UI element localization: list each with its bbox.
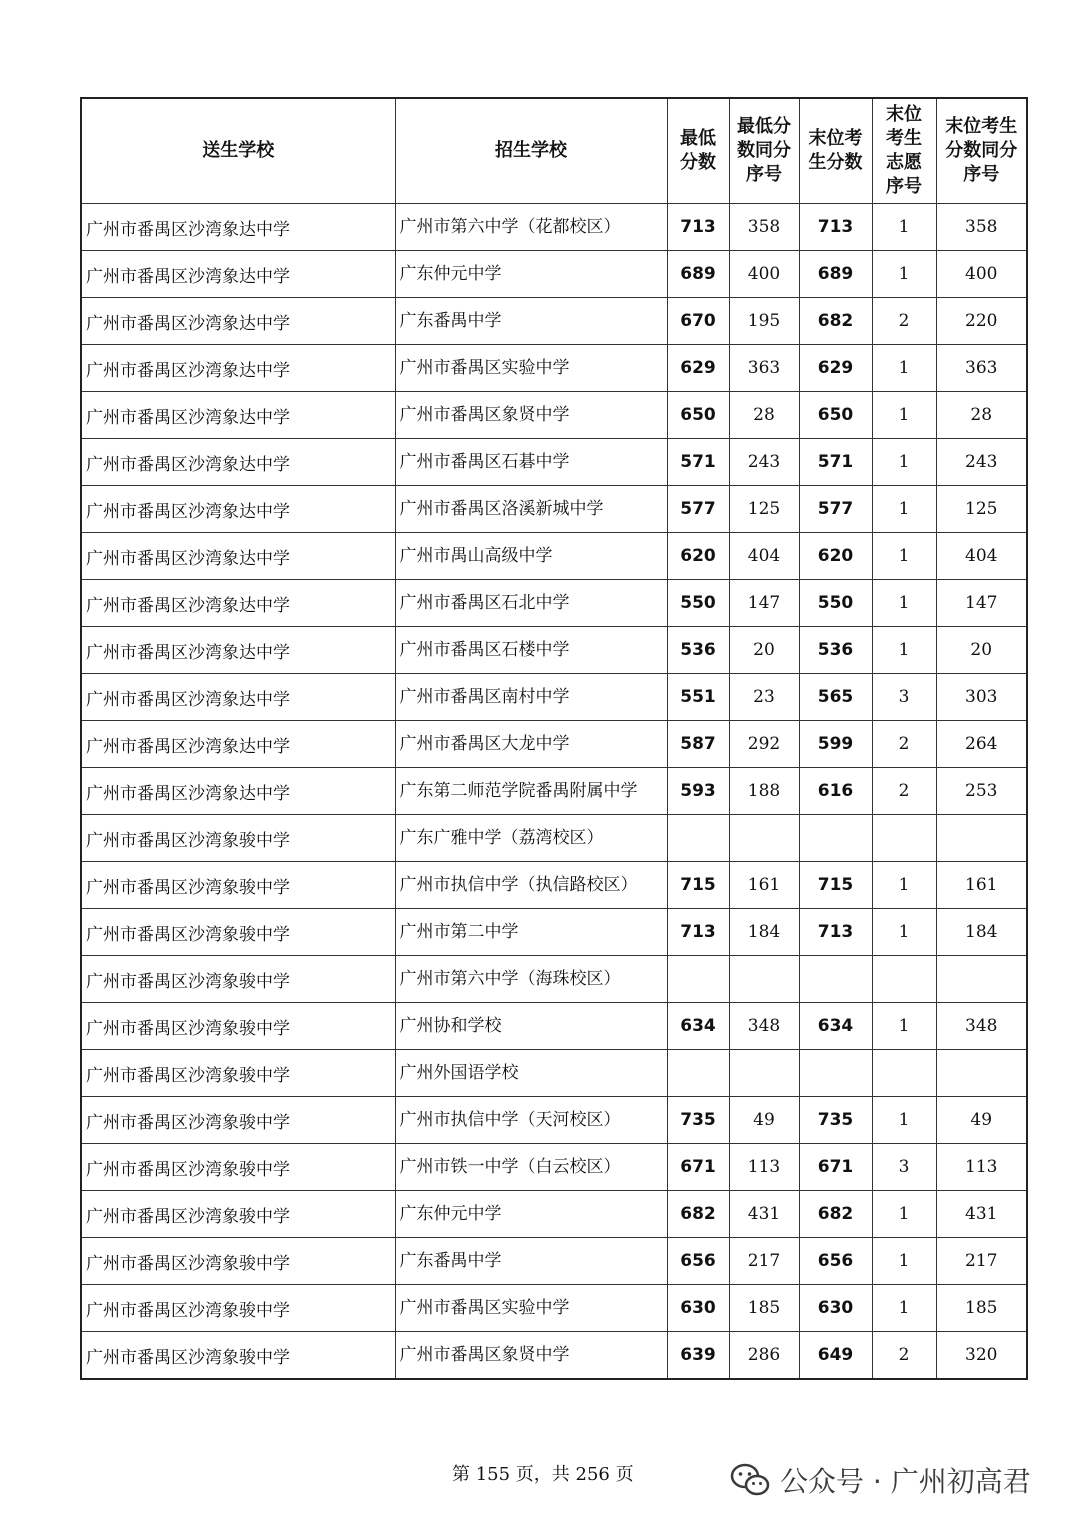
last-choice-cell: 1	[872, 251, 936, 298]
last-rank-cell: 243	[936, 439, 1027, 486]
table-row	[81, 1285, 1027, 1332]
last-choice-cell: 2	[872, 1332, 936, 1380]
table-row	[81, 580, 1027, 627]
last-score-cell: 599	[799, 721, 872, 768]
send-school-cell: 广州市番禺区沙湾象达中学	[81, 298, 395, 345]
recruit-school-cell: 广东仲元中学	[395, 1191, 667, 1238]
table-row	[81, 627, 1027, 674]
send-school-cell: 广州市番禺区沙湾象达中学	[81, 486, 395, 533]
min-score-cell: 630	[667, 1285, 729, 1332]
recruit-school-cell: 广州市番禺区大龙中学	[395, 721, 667, 768]
last-rank-cell: 320	[936, 1332, 1027, 1380]
recruit-school-cell: 广州市第二中学	[395, 909, 667, 956]
send-school-cell: 广州市番禺区沙湾象骏中学	[81, 862, 395, 909]
recruit-school-cell: 广州市第六中学（花都校区）	[395, 204, 667, 251]
min-score-cell: 587	[667, 721, 729, 768]
min-rank-cell: 185	[729, 1285, 799, 1332]
last-score-cell: 671	[799, 1144, 872, 1191]
last-choice-cell: 3	[872, 1144, 936, 1191]
wechat-icon	[730, 1463, 770, 1497]
last-score-cell: 616	[799, 768, 872, 815]
last-rank-cell: 185	[936, 1285, 1027, 1332]
last-score-cell: 650	[799, 392, 872, 439]
min-score-cell: 577	[667, 486, 729, 533]
min-rank-cell: 23	[729, 674, 799, 721]
last-rank-cell: 431	[936, 1191, 1027, 1238]
send-school-cell: 广州市番禺区沙湾象骏中学	[81, 956, 395, 1003]
last-rank-cell: 113	[936, 1144, 1027, 1191]
header-last-rank: 末位考生 分数同分 序号	[936, 98, 1027, 204]
last-rank-cell: 358	[936, 204, 1027, 251]
table-row	[81, 204, 1027, 251]
recruit-school-cell: 广东番禺中学	[395, 1238, 667, 1285]
last-score-cell: 634	[799, 1003, 872, 1050]
last-choice-cell: 1	[872, 345, 936, 392]
last-rank-cell	[936, 956, 1027, 1003]
last-choice-cell: 1	[872, 1097, 936, 1144]
min-rank-cell: 147	[729, 580, 799, 627]
min-rank-cell: 161	[729, 862, 799, 909]
recruit-school-cell: 广州市番禺区南村中学	[395, 674, 667, 721]
last-rank-cell: 348	[936, 1003, 1027, 1050]
min-score-cell: 715	[667, 862, 729, 909]
min-score-cell: 593	[667, 768, 729, 815]
min-score-cell	[667, 1050, 729, 1097]
min-score-cell: 713	[667, 909, 729, 956]
last-choice-cell	[872, 956, 936, 1003]
recruit-school-cell: 广州市番禺区石碁中学	[395, 439, 667, 486]
recruit-school-cell: 广东第二师范学院番禺附属中学	[395, 768, 667, 815]
last-choice-cell: 1	[872, 909, 936, 956]
last-choice-cell	[872, 815, 936, 862]
table-row	[81, 674, 1027, 721]
recruit-school-cell: 广州外国语学校	[395, 1050, 667, 1097]
last-score-cell: 715	[799, 862, 872, 909]
recruit-school-cell: 广州市番禺区石北中学	[395, 580, 667, 627]
header-min-score: 最低 分数	[667, 98, 729, 204]
last-rank-cell: 28	[936, 392, 1027, 439]
send-school-cell: 广州市番禺区沙湾象达中学	[81, 580, 395, 627]
table-row	[81, 956, 1027, 1003]
last-score-cell: 735	[799, 1097, 872, 1144]
last-choice-cell: 1	[872, 862, 936, 909]
last-rank-cell	[936, 1050, 1027, 1097]
last-score-cell: 550	[799, 580, 872, 627]
last-rank-cell: 404	[936, 533, 1027, 580]
min-score-cell	[667, 956, 729, 1003]
send-school-cell: 广州市番禺区沙湾象达中学	[81, 204, 395, 251]
last-rank-cell	[936, 815, 1027, 862]
min-rank-cell: 243	[729, 439, 799, 486]
last-choice-cell: 3	[872, 674, 936, 721]
min-score-cell	[667, 815, 729, 862]
last-choice-cell: 1	[872, 627, 936, 674]
table-row	[81, 815, 1027, 862]
last-choice-cell: 1	[872, 204, 936, 251]
min-rank-cell: 28	[729, 392, 799, 439]
table-row	[81, 392, 1027, 439]
send-school-cell: 广州市番禺区沙湾象达中学	[81, 345, 395, 392]
send-school-cell: 广州市番禺区沙湾象骏中学	[81, 1191, 395, 1238]
header-last-score: 末位考 生分数	[799, 98, 872, 204]
header-min-rank: 最低分 数同分 序号	[729, 98, 799, 204]
min-rank-cell: 404	[729, 533, 799, 580]
min-score-cell: 536	[667, 627, 729, 674]
last-rank-cell: 184	[936, 909, 1027, 956]
min-score-cell: 620	[667, 533, 729, 580]
min-rank-cell: 358	[729, 204, 799, 251]
recruit-school-cell: 广州市番禺区象贤中学	[395, 1332, 667, 1380]
send-school-cell: 广州市番禺区沙湾象达中学	[81, 674, 395, 721]
table-row	[81, 862, 1027, 909]
last-choice-cell: 1	[872, 533, 936, 580]
min-rank-cell	[729, 956, 799, 1003]
last-score-cell	[799, 1050, 872, 1097]
send-school-cell: 广州市番禺区沙湾象达中学	[81, 533, 395, 580]
last-score-cell	[799, 815, 872, 862]
last-score-cell: 620	[799, 533, 872, 580]
table-row	[81, 768, 1027, 815]
min-rank-cell: 125	[729, 486, 799, 533]
last-rank-cell: 220	[936, 298, 1027, 345]
send-school-cell: 广州市番禺区沙湾象达中学	[81, 721, 395, 768]
header-recruit-school: 招生学校	[395, 98, 667, 204]
header-send-school: 送生学校	[81, 98, 395, 204]
recruit-school-cell: 广东仲元中学	[395, 251, 667, 298]
recruit-school-cell: 广州市番禺区洛溪新城中学	[395, 486, 667, 533]
last-rank-cell: 161	[936, 862, 1027, 909]
min-score-cell: 639	[667, 1332, 729, 1380]
min-score-cell: 551	[667, 674, 729, 721]
watermark	[730, 1460, 1031, 1500]
min-score-cell: 735	[667, 1097, 729, 1144]
min-rank-cell: 431	[729, 1191, 799, 1238]
send-school-cell: 广州市番禺区沙湾象骏中学	[81, 1097, 395, 1144]
min-score-cell: 689	[667, 251, 729, 298]
last-choice-cell: 2	[872, 768, 936, 815]
last-score-cell: 682	[799, 298, 872, 345]
min-score-cell: 671	[667, 1144, 729, 1191]
table-row	[81, 1003, 1027, 1050]
last-score-cell: 682	[799, 1191, 872, 1238]
last-rank-cell: 217	[936, 1238, 1027, 1285]
min-rank-cell: 49	[729, 1097, 799, 1144]
min-rank-cell: 113	[729, 1144, 799, 1191]
min-rank-cell: 184	[729, 909, 799, 956]
send-school-cell: 广州市番禺区沙湾象骏中学	[81, 1144, 395, 1191]
send-school-cell: 广州市番禺区沙湾象骏中学	[81, 909, 395, 956]
min-rank-cell: 20	[729, 627, 799, 674]
last-rank-cell: 49	[936, 1097, 1027, 1144]
send-school-cell: 广州市番禺区沙湾象达中学	[81, 392, 395, 439]
last-score-cell: 630	[799, 1285, 872, 1332]
last-score-cell: 713	[799, 909, 872, 956]
min-rank-cell: 292	[729, 721, 799, 768]
min-rank-cell: 217	[729, 1238, 799, 1285]
recruit-school-cell: 广州市番禺区实验中学	[395, 1285, 667, 1332]
last-choice-cell: 1	[872, 1285, 936, 1332]
table-row	[81, 1097, 1027, 1144]
table-row	[81, 1191, 1027, 1238]
table-row	[81, 1050, 1027, 1097]
recruit-school-cell: 广州市第六中学（海珠校区）	[395, 956, 667, 1003]
min-score-cell: 550	[667, 580, 729, 627]
table-row	[81, 533, 1027, 580]
min-rank-cell: 348	[729, 1003, 799, 1050]
last-score-cell: 577	[799, 486, 872, 533]
min-rank-cell: 188	[729, 768, 799, 815]
min-score-cell: 670	[667, 298, 729, 345]
last-choice-cell: 1	[872, 1191, 936, 1238]
min-rank-cell	[729, 1050, 799, 1097]
send-school-cell: 广州市番禺区沙湾象骏中学	[81, 815, 395, 862]
table-row	[81, 1332, 1027, 1380]
recruit-school-cell: 广东广雅中学（荔湾校区）	[395, 815, 667, 862]
table-header-row	[81, 98, 1027, 204]
min-rank-cell	[729, 815, 799, 862]
send-school-cell: 广州市番禺区沙湾象达中学	[81, 439, 395, 486]
table-row	[81, 298, 1027, 345]
watermark-text: 公众号 · 广州初高君	[780, 1465, 1031, 1498]
recruit-school-cell: 广州市执信中学（天河校区）	[395, 1097, 667, 1144]
last-rank-cell: 264	[936, 721, 1027, 768]
last-score-cell	[799, 956, 872, 1003]
last-score-cell: 689	[799, 251, 872, 298]
table-row	[81, 439, 1027, 486]
table-row	[81, 486, 1027, 533]
min-score-cell: 713	[667, 204, 729, 251]
table-row	[81, 251, 1027, 298]
last-choice-cell	[872, 1050, 936, 1097]
min-score-cell: 682	[667, 1191, 729, 1238]
recruit-school-cell: 广州市执信中学（执信路校区）	[395, 862, 667, 909]
min-score-cell: 656	[667, 1238, 729, 1285]
send-school-cell: 广州市番禺区沙湾象骏中学	[81, 1285, 395, 1332]
last-choice-cell: 1	[872, 392, 936, 439]
min-score-cell: 571	[667, 439, 729, 486]
last-score-cell: 656	[799, 1238, 872, 1285]
last-rank-cell: 253	[936, 768, 1027, 815]
send-school-cell: 广州市番禺区沙湾象达中学	[81, 768, 395, 815]
recruit-school-cell: 广州协和学校	[395, 1003, 667, 1050]
last-rank-cell: 400	[936, 251, 1027, 298]
last-choice-cell: 2	[872, 721, 936, 768]
last-choice-cell: 2	[872, 298, 936, 345]
table-row	[81, 345, 1027, 392]
last-choice-cell: 1	[872, 1238, 936, 1285]
recruit-school-cell: 广东番禺中学	[395, 298, 667, 345]
last-score-cell: 565	[799, 674, 872, 721]
last-rank-cell: 20	[936, 627, 1027, 674]
header-last-choice: 末位 考生 志愿 序号	[872, 98, 936, 204]
min-score-cell: 629	[667, 345, 729, 392]
send-school-cell: 广州市番禺区沙湾象达中学	[81, 251, 395, 298]
last-score-cell: 649	[799, 1332, 872, 1380]
min-score-cell: 634	[667, 1003, 729, 1050]
last-score-cell: 571	[799, 439, 872, 486]
min-rank-cell: 363	[729, 345, 799, 392]
min-rank-cell: 195	[729, 298, 799, 345]
table-row	[81, 909, 1027, 956]
page-number: 第 155 页，共 256 页	[452, 1464, 634, 1485]
last-choice-cell: 1	[872, 1003, 936, 1050]
send-school-cell: 广州市番禺区沙湾象达中学	[81, 627, 395, 674]
send-school-cell: 广州市番禺区沙湾象骏中学	[81, 1238, 395, 1285]
table-row	[81, 1144, 1027, 1191]
send-school-cell: 广州市番禺区沙湾象骏中学	[81, 1332, 395, 1380]
table-row	[81, 721, 1027, 768]
recruit-school-cell: 广州市禺山高级中学	[395, 533, 667, 580]
last-rank-cell: 303	[936, 674, 1027, 721]
recruit-school-cell: 广州市番禺区象贤中学	[395, 392, 667, 439]
last-rank-cell: 147	[936, 580, 1027, 627]
recruit-school-cell: 广州市番禺区石楼中学	[395, 627, 667, 674]
recruit-school-cell: 广州市铁一中学（白云校区）	[395, 1144, 667, 1191]
min-rank-cell: 286	[729, 1332, 799, 1380]
last-choice-cell: 1	[872, 580, 936, 627]
last-score-cell: 713	[799, 204, 872, 251]
table-row	[81, 1238, 1027, 1285]
last-choice-cell: 1	[872, 439, 936, 486]
last-rank-cell: 363	[936, 345, 1027, 392]
send-school-cell: 广州市番禺区沙湾象骏中学	[81, 1003, 395, 1050]
last-score-cell: 629	[799, 345, 872, 392]
last-rank-cell: 125	[936, 486, 1027, 533]
send-school-cell: 广州市番禺区沙湾象骏中学	[81, 1050, 395, 1097]
admission-score-table	[80, 97, 1028, 1380]
min-score-cell: 650	[667, 392, 729, 439]
min-rank-cell: 400	[729, 251, 799, 298]
last-choice-cell: 1	[872, 486, 936, 533]
last-score-cell: 536	[799, 627, 872, 674]
recruit-school-cell: 广州市番禺区实验中学	[395, 345, 667, 392]
